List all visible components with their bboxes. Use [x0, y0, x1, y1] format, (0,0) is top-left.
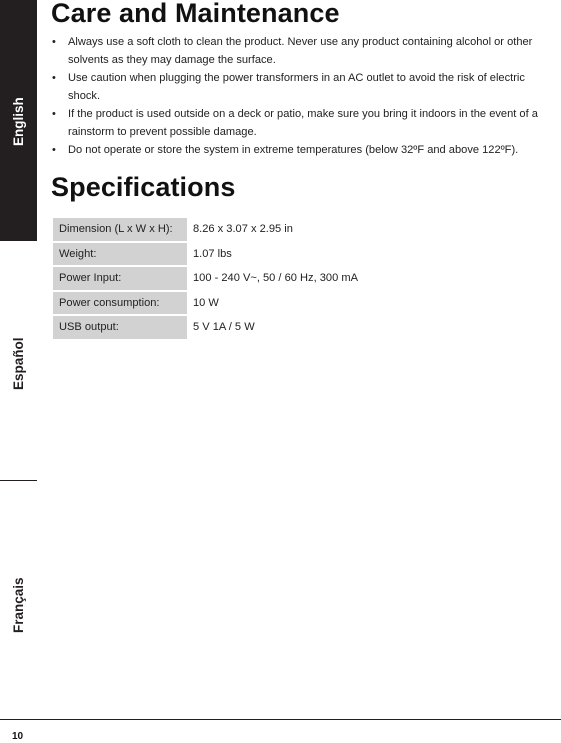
- spec-label: Power consumption:: [53, 292, 187, 315]
- care-maintenance-heading: Care and Maintenance: [51, 0, 340, 28]
- spec-label: Weight:: [53, 243, 187, 266]
- care-bullet-list: [51, 33, 556, 159]
- language-tab-label-espanol: Español: [11, 337, 26, 390]
- specifications-table: [53, 216, 358, 341]
- spec-value: 1.07 lbs: [193, 247, 232, 260]
- language-tab-divider: [0, 480, 37, 481]
- language-tab-label-english: English: [11, 97, 26, 146]
- care-bullet-item: [51, 105, 556, 141]
- spec-value: 5 V 1A / 5 W: [193, 321, 255, 334]
- spec-value: 8.26 x 3.07 x 2.95 in: [193, 223, 293, 236]
- spec-value: 100 - 240 V~, 50 / 60 Hz, 300 mA: [193, 272, 358, 285]
- care-bullet-text: If the product is used outside on a deck or patio, make sure you bring it indoors in the event of a rainstorm to prevent possible damage.: [68, 108, 538, 138]
- spec-row: [53, 316, 358, 339]
- bullet-dot-icon: •: [52, 36, 56, 48]
- spec-label: Power Input:: [53, 267, 187, 290]
- care-bullet-item: [51, 141, 556, 159]
- spec-label: USB output:: [53, 316, 187, 339]
- bullet-dot-icon: •: [52, 72, 56, 84]
- footer-divider: [0, 719, 561, 720]
- spec-value: 10 W: [193, 296, 219, 309]
- spec-row: [53, 292, 358, 315]
- care-bullet-text: Always use a soft cloth to clean the product. Never use any product containing alcohol or other solvents as they may damage the surface.: [68, 36, 533, 66]
- care-bullet-text: Use caution when plugging the power transformers in an AC outlet to avoid the risk of electric shock.: [68, 72, 525, 102]
- language-tab-label-francais: Français: [11, 577, 26, 633]
- spec-row: [53, 243, 358, 266]
- specifications-heading: Specifications: [51, 172, 236, 202]
- care-bullet-text: Do not operate or store the system in extreme temperatures (below 32ºF and above 122ºF).: [68, 144, 519, 156]
- care-bullet-item: [51, 69, 556, 105]
- spec-row: [53, 218, 358, 241]
- spec-label: Dimension (L x W x H):: [53, 218, 187, 241]
- bullet-dot-icon: •: [52, 144, 56, 156]
- care-bullet-item: [51, 33, 556, 69]
- spec-row: [53, 267, 358, 290]
- bullet-dot-icon: •: [52, 108, 56, 120]
- page-number: 10: [12, 731, 24, 742]
